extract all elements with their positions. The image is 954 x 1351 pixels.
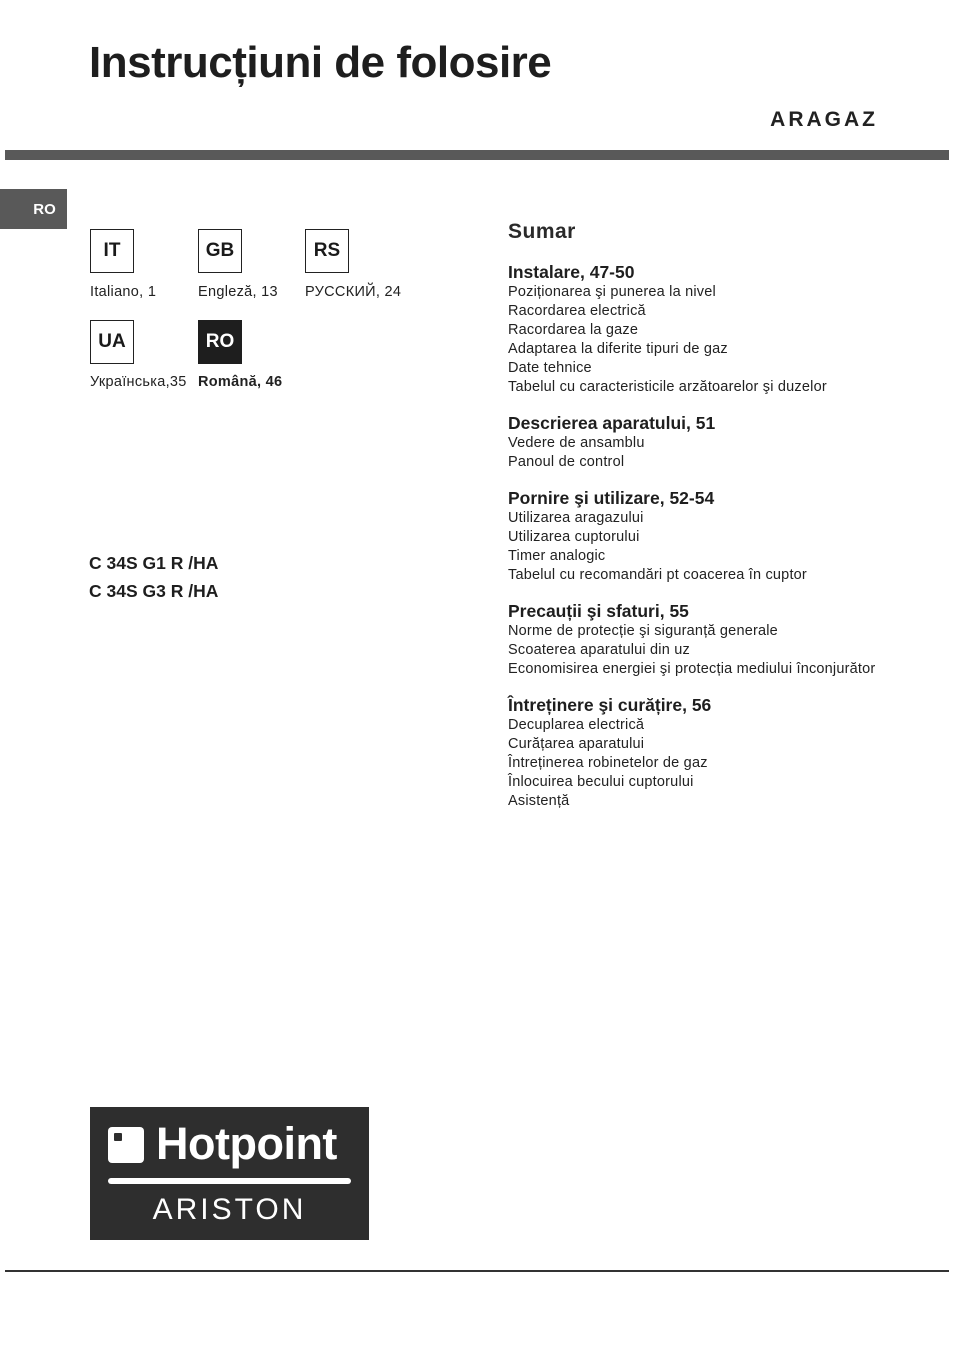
header-divider-bar (5, 150, 949, 160)
toc-item: Tabelul cu recomandări pt coacerea în cuptor (508, 567, 807, 583)
toc-item: Economisirea energiei şi protecția mediului înconjurător (508, 661, 876, 677)
language-box-ua: UA (90, 320, 134, 364)
logo-brand-top: Hotpoint (156, 1118, 337, 1169)
language-box-ro: RO (198, 320, 242, 364)
toc-item: Timer analogic (508, 548, 606, 564)
toc-section-intretinere (508, 694, 938, 811)
table-of-contents (508, 220, 938, 826)
language-box-it: IT (90, 229, 134, 273)
toc-item: Vedere de ansamblu (508, 435, 645, 451)
toc-item: Racordarea electrică (508, 303, 646, 319)
toc-section-pornire (508, 487, 938, 585)
toc-section-precautii (508, 600, 938, 679)
model-number-1: C 34S G1 R /HA (89, 553, 219, 573)
logo-divider (108, 1178, 351, 1184)
footer-divider (5, 1270, 949, 1272)
toc-item: Întreținerea robinetelor de gaz (508, 755, 708, 771)
toc-item: Asistență (508, 793, 570, 809)
toc-item: Date tehnice (508, 360, 592, 376)
current-language-tab: RO (0, 189, 67, 229)
toc-item: Decuplarea electrică (508, 717, 645, 733)
toc-section-title: Pornire şi utilizare, 52-54 (508, 488, 715, 508)
toc-item: Norme de protecție şi siguranță generale (508, 623, 778, 639)
toc-item: Scoaterea aparatului din uz (508, 642, 690, 658)
toc-item: Racordarea la gaze (508, 322, 639, 338)
toc-item: Adaptarea la diferite tipuri de gaz (508, 341, 728, 357)
toc-section-title: Instalare, 47-50 (508, 262, 635, 282)
model-number-2: C 34S G3 R /HA (89, 581, 219, 601)
toc-section-descrierea (508, 412, 938, 472)
toc-item: Tabelul cu caracteristicile arzătoarelor şi duzelor (508, 379, 827, 395)
language-label-it: Italiano, 1 (90, 284, 157, 300)
language-box-gb: GB (198, 229, 242, 273)
language-label-gb: Engleză, 13 (198, 284, 278, 300)
language-label-ro: Română, 46 (198, 374, 283, 390)
language-label-rs: РУССКИЙ, 24 (305, 284, 402, 300)
toc-item: Utilizarea aragazului (508, 510, 644, 526)
toc-section-instalare (508, 261, 938, 397)
toc-section-title: Întreținere şi curățire, 56 (508, 695, 712, 715)
logo-brand-bottom: ARISTON (152, 1193, 307, 1226)
language-label-ua: Українська,35 (90, 374, 187, 390)
toc-item: Poziționarea şi punerea la nivel (508, 284, 716, 300)
hotpoint-ariston-logo (90, 1107, 369, 1240)
logo-square-icon (108, 1127, 144, 1163)
toc-item: Înlocuirea becului cuptorului (508, 774, 694, 790)
toc-item: Utilizarea cuptorului (508, 529, 640, 545)
toc-section-title: Precauții şi sfaturi, 55 (508, 601, 689, 621)
toc-item: Panoul de control (508, 454, 625, 470)
summary-title: Sumar (508, 220, 576, 243)
language-box-rs: RS (305, 229, 349, 273)
page-title: Instrucțiuni de folosire (89, 38, 552, 87)
product-category: ARAGAZ (770, 108, 878, 131)
toc-section-title: Descrierea aparatului, 51 (508, 413, 716, 433)
toc-item: Curățarea aparatului (508, 736, 645, 752)
